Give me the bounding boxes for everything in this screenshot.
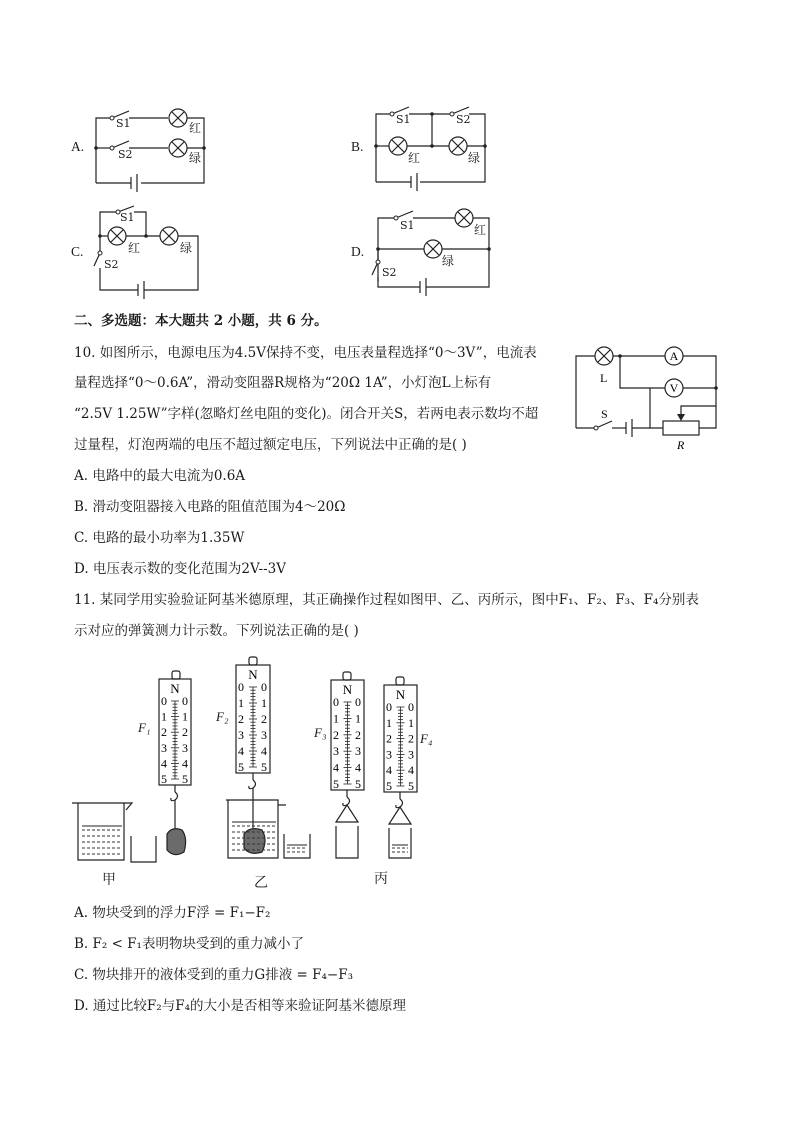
option-b-letter[interactable]: B. [351, 139, 364, 154]
q10-line-1: 10. 如图所示，电源电压为4.5V保持不变，电压表量程选择“0～3V”，电流表 [74, 345, 537, 361]
option-c-letter[interactable]: C. [71, 244, 84, 259]
q11-option-b[interactable]: B. F₂ < F₁表明物块受到的重力减小了 [74, 936, 304, 952]
scale-4-tick-r-4: 4 [408, 763, 414, 778]
scale-3-tick-r-3: 3 [355, 744, 361, 759]
a-s2-label: S2 [118, 148, 133, 161]
scale-3-tick-l-0: 0 [333, 695, 339, 709]
scale-3-tick-l-1: 1 [333, 711, 339, 726]
scale-2-tick-l-0: 0 [238, 680, 244, 694]
scale-4-tick-r-1: 1 [408, 715, 414, 730]
scale-3-tick-r-2: 2 [355, 727, 361, 742]
scale-unit-4: N [395, 687, 406, 702]
q11-option-d[interactable]: D. 通过比较F₂与F₄的大小是否相等来验证阿基米德原理 [74, 998, 406, 1014]
scale-1-tick-r-0: 0 [182, 694, 188, 708]
scale-4-tick-l-1: 1 [386, 715, 392, 730]
lamp-label: L [600, 371, 608, 385]
a-green-label: 绿 [189, 151, 202, 165]
q10-option-a[interactable]: A. 电路中的最大电流为0.6A [74, 468, 246, 484]
scale-3-tick-r-1: 1 [355, 711, 361, 726]
d-s1-label: S1 [400, 219, 415, 232]
scale-2-tick-l-5: 5 [238, 760, 244, 774]
a-red-label: 红 [189, 121, 202, 135]
q11-option-c[interactable]: C. 物块排开的液体受到的重力G排液 = F₄−F₃ [74, 967, 353, 983]
scale-1-tick-r-2: 2 [182, 725, 188, 740]
f4-label: F₄ [420, 731, 433, 746]
scale-4-tick-l-2: 2 [386, 731, 392, 746]
f2-label: F₂ [216, 709, 229, 724]
scale-2-tick-r-5: 5 [261, 760, 267, 774]
ammeter-label: A [669, 349, 679, 363]
c-s2-label: S2 [104, 258, 119, 271]
scale-2-tick-r-0: 0 [261, 680, 267, 694]
a-s1-label: S1 [116, 117, 131, 130]
scale-1-tick-l-5: 5 [161, 772, 167, 786]
scale-2-tick-l-1: 1 [238, 696, 244, 710]
scale-4-tick-r-0: 0 [408, 700, 414, 714]
scale-1-tick-l-3: 3 [161, 740, 167, 755]
q10-option-b[interactable]: B. 滑动变阻器接入电路的阻值范围为4～20Ω [74, 499, 346, 515]
scale-4-tick-l-5: 5 [386, 779, 392, 793]
b-green-label: 绿 [468, 151, 481, 165]
caption-bing: 丙 [374, 871, 388, 887]
caption-yi: 乙 [254, 875, 268, 891]
q10-line-3: “2.5V 1.25W”字样(忽略灯丝电阻的变化)。闭合开关S，若两电表示数均不超 [74, 406, 539, 422]
d-s2-label: S2 [382, 266, 397, 279]
scale-4-tick-r-5: 5 [408, 779, 414, 793]
c-s1-label: S1 [120, 211, 135, 224]
scale-1-tick-r-5: 5 [182, 772, 188, 786]
c-green-label: 绿 [180, 241, 193, 255]
d-red-label: 红 [474, 223, 487, 237]
scale-3-tick-r-4: 4 [355, 760, 361, 775]
scale-3-tick-l-3: 3 [333, 744, 339, 759]
switch-label: S [601, 407, 608, 421]
d-green-label: 绿 [442, 254, 455, 268]
f1-label: F₁ [138, 720, 151, 735]
b-red-label: 红 [408, 151, 421, 165]
scale-1-tick-l-0: 0 [161, 694, 167, 708]
scale-1-tick-r-1: 1 [182, 709, 188, 724]
scale-4-tick-l-4: 4 [386, 763, 392, 778]
scale-4-tick-l-0: 0 [386, 700, 392, 714]
q10-line-2: 量程选择“0～0.6A”，滑动变阻器R规格为“20Ω 1A”，小灯泡L上标有 [74, 375, 492, 391]
scale-4-tick-r-2: 2 [408, 731, 414, 746]
scale-2-tick-l-3: 3 [238, 728, 244, 742]
caption-jia: 甲 [102, 872, 116, 888]
c-red-label: 红 [128, 241, 141, 255]
scale-2-tick-l-4: 4 [238, 744, 244, 758]
b-s2-label: S2 [456, 113, 471, 126]
q11-option-a[interactable]: A. 物块受到的浮力F浮 = F₁−F₂ [74, 905, 271, 921]
q10-option-c[interactable]: C. 电路的最小功率为1.35W [74, 530, 245, 546]
voltmeter-label: V [669, 381, 679, 395]
scale-1-tick-r-3: 3 [182, 740, 188, 755]
scale-unit-2: N [248, 667, 258, 682]
scale-4-tick-l-3: 3 [386, 747, 392, 762]
scale-2-tick-r-3: 3 [261, 728, 267, 742]
q10-line-4: 过量程，灯泡两端的电压不超过额定电压，下列说法中正确的是( ) [74, 437, 467, 453]
scale-1-tick-r-4: 4 [182, 756, 188, 771]
scale-2-tick-r-1: 1 [261, 696, 267, 710]
b-s1-label: S1 [396, 113, 411, 126]
scale-unit-1: N [170, 681, 180, 696]
q11-line-1: 11. 某同学用实验验证阿基米德原理，其正确操作过程如图甲、乙、丙所示，图中F₁、F₂、F₃、F₄分别表 [74, 592, 699, 608]
q11-line-2: 示对应的弹簧测力计示数。下列说法正确的是( ) [74, 623, 359, 639]
scale-3-tick-r-5: 5 [355, 777, 361, 791]
scale-3-tick-l-2: 2 [333, 727, 339, 742]
scale-1-tick-l-1: 1 [161, 709, 167, 724]
scale-4-tick-r-3: 3 [408, 747, 414, 762]
q10-option-d[interactable]: D. 电压表示数的变化范围为2V--3V [74, 561, 286, 577]
scale-3-tick-l-4: 4 [333, 760, 339, 775]
scale-3-tick-r-0: 0 [355, 695, 361, 709]
scale-2-tick-r-2: 2 [261, 712, 267, 726]
option-a-letter[interactable]: A. [71, 139, 85, 154]
option-d-letter[interactable]: D. [351, 244, 365, 259]
f3-label: F₃ [314, 725, 327, 740]
scale-1-tick-l-4: 4 [161, 756, 167, 771]
scale-3-tick-l-5: 5 [333, 777, 339, 791]
section-2-title: 二、多选题：本大题共 2 小题，共 6 分。 [74, 313, 328, 329]
scale-1-tick-l-2: 2 [161, 725, 167, 740]
scale-2-tick-r-4: 4 [261, 744, 267, 758]
rheostat-label: R [677, 438, 685, 452]
scale-unit-3: N [342, 682, 353, 697]
scale-2-tick-l-2: 2 [238, 712, 244, 726]
